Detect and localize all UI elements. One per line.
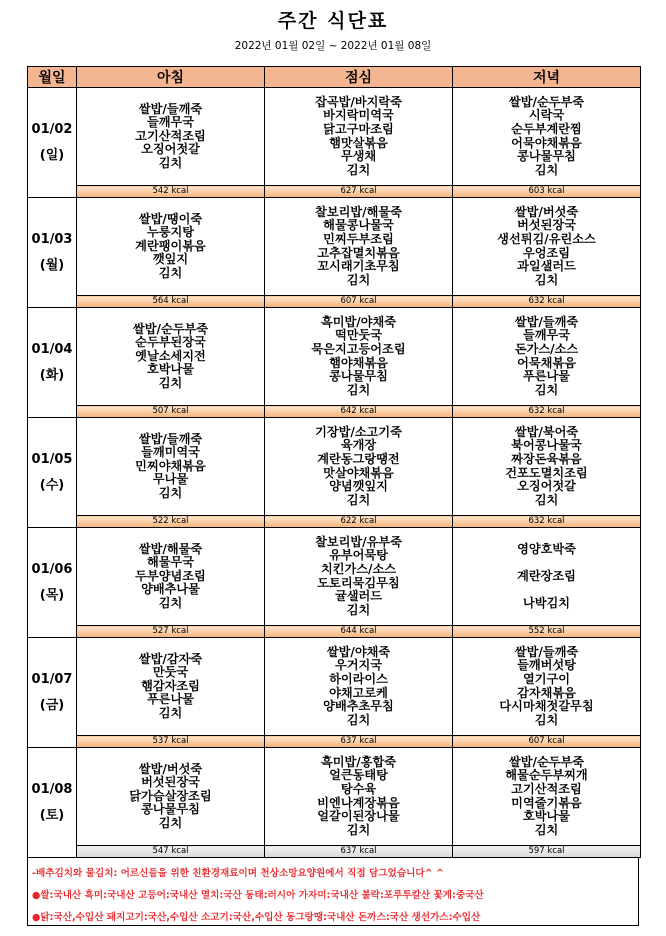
menu-item: 쌀밥/순두부죽 <box>132 321 209 336</box>
menu-item: 김치 <box>346 162 371 177</box>
page-title: 주간 식단표 <box>277 10 389 32</box>
menu-item: 나박김치 <box>522 595 571 610</box>
kcal-row <box>28 736 641 748</box>
breakfast-kcal: 507 kcal <box>77 406 265 418</box>
menu-item: 쌀밥/들깨죽 <box>514 314 579 329</box>
menu-item: 오징어젓갈 <box>517 479 576 494</box>
menu-item: 푸른나물 <box>522 369 571 384</box>
menu-item: 민찌두부조림 <box>323 231 394 246</box>
header-day: 월일 <box>28 67 77 88</box>
menu-item: 김치 <box>158 815 183 830</box>
day-row <box>28 748 641 846</box>
day-date: 01/07 <box>31 671 73 687</box>
breakfast-kcal: 542 kcal <box>77 186 265 198</box>
lunch-kcal: 637 kcal <box>265 846 453 858</box>
breakfast-cell <box>77 198 265 296</box>
header-dinner: 저녁 <box>453 67 641 88</box>
menu-item: 생선튀김/유린소스 <box>497 231 596 246</box>
menu-item: 김치 <box>534 382 559 397</box>
day-cell <box>28 638 77 748</box>
dinner-cell <box>453 638 641 736</box>
menu-item: 무나물 <box>152 472 189 487</box>
dinner-kcal: 603 kcal <box>453 186 641 198</box>
menu-item: 양배추초무침 <box>323 699 394 714</box>
menu-item: 귤샐러드 <box>334 589 383 604</box>
lunch-kcal: 644 kcal <box>265 626 453 638</box>
menu-item: 우거지국 <box>334 658 383 673</box>
breakfast-kcal: 527 kcal <box>77 626 265 638</box>
menu-item: 호박나물 <box>146 362 195 377</box>
menu-item: 쌀밥/버섯죽 <box>514 204 579 219</box>
dinner-cell <box>453 308 641 406</box>
menu-item: 유부어묵탕 <box>329 548 388 563</box>
breakfast-kcal: 522 kcal <box>77 516 265 528</box>
menu-item: 영양호박죽 <box>517 541 576 556</box>
menu-item: 바지락미역국 <box>323 108 394 123</box>
day-weekday: (수) <box>39 477 65 493</box>
menu-item: 버섯된장국 <box>517 218 576 233</box>
menu-item: 무생채 <box>340 149 377 164</box>
menu-item: 김치 <box>346 272 371 287</box>
menu-item: 김치 <box>158 265 183 280</box>
menu-item: 얼큰동태탕 <box>329 768 388 783</box>
menu-item: 닭가슴살장조림 <box>129 788 212 803</box>
menu-item: 만둣국 <box>152 665 189 680</box>
menu-item: 짜장돈육볶음 <box>511 451 582 466</box>
breakfast-cell <box>77 638 265 736</box>
menu-item: 콩나물무침 <box>141 802 200 817</box>
lunch-cell <box>265 528 453 626</box>
menu-item: 두부양념조림 <box>135 568 206 583</box>
day-row <box>28 198 641 296</box>
breakfast-kcal: 564 kcal <box>77 296 265 308</box>
breakfast-cell <box>77 748 265 846</box>
lunch-cell <box>265 748 453 846</box>
dinner-kcal: 607 kcal <box>453 736 641 748</box>
menu-item: 순두부계란찜 <box>511 121 582 136</box>
day-date: 01/08 <box>31 781 73 797</box>
menu-item: 김치 <box>534 492 559 507</box>
notes-box <box>27 858 639 926</box>
note-origin-seafood: ●쌀:국내산 흑미:국내산 고등어:국내산 멸치:국산 동태:러시아 가자미:국내산 불락:포루투칼산 꽃게:중국산 <box>32 890 484 901</box>
day-cell <box>28 418 77 528</box>
menu-item: 민찌야채볶음 <box>135 458 206 473</box>
menu-item: 김치 <box>158 375 183 390</box>
menu-item: 옛날소세지전 <box>135 348 206 363</box>
menu-item: 김치 <box>158 705 183 720</box>
menu-item: 얼갈이된장나물 <box>317 809 400 824</box>
menu-item: 어묵야채볶음 <box>511 135 582 150</box>
kcal-row <box>28 406 641 418</box>
menu-body <box>28 88 641 858</box>
day-row <box>28 308 641 406</box>
lunch-kcal: 642 kcal <box>265 406 453 418</box>
menu-item: 기장밥/소고기죽 <box>315 424 402 439</box>
kcal-row <box>28 186 641 198</box>
menu-item: 오징어젓갈 <box>141 142 200 157</box>
menu-item: 김치 <box>158 485 183 500</box>
day-cell <box>28 748 77 858</box>
menu-item: 들깨미역국 <box>141 445 200 460</box>
menu-item: 과일샐러드 <box>517 259 576 274</box>
date-range: 2022년 01월 02일 ~ 2022년 01월 08일 <box>234 40 432 52</box>
menu-item: 들깨무국 <box>522 328 571 343</box>
day-weekday: (화) <box>39 367 65 383</box>
kcal-row <box>28 626 641 638</box>
menu-item: 시락국 <box>528 108 565 123</box>
menu-item: 고기산적조림 <box>511 781 582 796</box>
menu-item: 떡만둣국 <box>334 328 383 343</box>
menu-item: 김치 <box>346 822 371 837</box>
menu-item: 푸른나물 <box>146 692 195 707</box>
menu-item: 고기산적조림 <box>135 128 206 143</box>
menu-item: 묵은지고등어조림 <box>311 341 406 356</box>
menu-item: 양배추나물 <box>141 582 200 597</box>
menu-item: 호박나물 <box>522 809 571 824</box>
menu-item: 돈가스/소스 <box>514 341 579 356</box>
menu-item: 우엉조림 <box>522 245 571 260</box>
menu-item: 하이라이스 <box>329 671 388 686</box>
day-date: 01/03 <box>31 231 73 247</box>
table-header-row <box>28 67 641 88</box>
lunch-cell <box>265 638 453 736</box>
menu-item: 잡곡밥/바지락죽 <box>315 94 402 109</box>
menu-item: 육개장 <box>340 438 377 453</box>
day-weekday: (금) <box>39 697 65 713</box>
menu-item: 양념깻잎지 <box>329 479 388 494</box>
day-row <box>28 418 641 516</box>
menu-item: 꼬시래기초무침 <box>317 259 400 274</box>
menu-item: 햄맛살볶음 <box>329 135 388 150</box>
day-date: 01/06 <box>31 561 73 577</box>
menu-item: 흑미밥/홍합죽 <box>320 754 397 769</box>
day-weekday: (목) <box>39 587 65 603</box>
weekly-menu-table <box>27 66 641 858</box>
breakfast-kcal: 537 kcal <box>77 736 265 748</box>
dinner-cell <box>453 88 641 186</box>
menu-item: 맛살야채볶음 <box>323 465 394 480</box>
menu-item: 고추잡멸치볶음 <box>317 245 400 260</box>
menu-item: 다시마채젓갈무침 <box>499 699 594 714</box>
header-lunch: 점심 <box>265 67 453 88</box>
lunch-cell <box>265 418 453 516</box>
menu-item: 찰보리밥/해물죽 <box>315 204 402 219</box>
menu-item: 해물순두부찌개 <box>505 768 588 783</box>
menu-item: 감자채볶음 <box>517 685 576 700</box>
menu-item: 흑미밥/야채죽 <box>320 314 397 329</box>
note-kimchi: -배추김치와 물김치: 어르신들을 위한 친환경재료이며 천상소망요양원에서 직접 담그었습니다^ ^ <box>32 868 445 879</box>
breakfast-cell <box>77 418 265 516</box>
menu-item: 쌀밥/야채죽 <box>326 644 391 659</box>
breakfast-cell <box>77 528 265 626</box>
menu-item: 깻잎지 <box>152 252 189 267</box>
menu-item: 햄야채볶음 <box>329 355 388 370</box>
menu-item: 김치 <box>534 272 559 287</box>
menu-item: 계란동그랑땡전 <box>317 451 400 466</box>
menu-item: 쌀밥/버섯죽 <box>138 761 203 776</box>
dinner-kcal: 632 kcal <box>453 296 641 308</box>
menu-item: 해물무국 <box>146 555 195 570</box>
menu-item: 도토리묵김무침 <box>317 575 400 590</box>
dinner-kcal: 632 kcal <box>453 406 641 418</box>
menu-item: 쌀밥/해물죽 <box>138 541 203 556</box>
menu-item: 김치 <box>346 382 371 397</box>
lunch-cell <box>265 88 453 186</box>
menu-item: 콩나물무침 <box>329 369 388 384</box>
menu-item <box>453 583 640 597</box>
dinner-cell <box>453 198 641 296</box>
menu-item: 북어콩나물국 <box>511 438 582 453</box>
menu-item <box>453 556 640 570</box>
menu-item: 쌀밥/감자죽 <box>138 651 203 666</box>
menu-item: 순두부된장국 <box>135 335 206 350</box>
menu-item: 김치 <box>158 155 183 170</box>
lunch-kcal: 607 kcal <box>265 296 453 308</box>
day-cell <box>28 528 77 638</box>
menu-item: 미역줄기볶음 <box>511 795 582 810</box>
menu-item: 비엔나계장볶음 <box>317 795 400 810</box>
dinner-kcal: 597 kcal <box>453 846 641 858</box>
menu-item: 건포도멸치조림 <box>505 465 588 480</box>
menu-item: 쌀밥/순두부죽 <box>508 94 585 109</box>
menu-item: 김치 <box>346 492 371 507</box>
menu-item: 쌀밥/순두부죽 <box>508 754 585 769</box>
menu-item: 쌀밥/들깨죽 <box>138 101 203 116</box>
kcal-row <box>28 846 641 858</box>
dinner-cell <box>453 528 641 626</box>
menu-item: 야채고로케 <box>329 685 388 700</box>
menu-item: 들깨무국 <box>146 115 195 130</box>
menu-item: 계란팽이볶음 <box>135 238 206 253</box>
menu-item: 쌀밥/들깨죽 <box>514 644 579 659</box>
day-date: 01/02 <box>31 121 73 137</box>
breakfast-kcal: 547 kcal <box>77 846 265 858</box>
dinner-kcal: 552 kcal <box>453 626 641 638</box>
menu-item: 어묵채볶음 <box>517 355 576 370</box>
day-row <box>28 88 641 186</box>
breakfast-cell <box>77 88 265 186</box>
kcal-row <box>28 296 641 308</box>
menu-item: 김치 <box>346 712 371 727</box>
menu-item: 김치 <box>158 595 183 610</box>
day-date: 01/04 <box>31 341 73 357</box>
menu-item: 치킨가스/소스 <box>320 561 397 576</box>
menu-item: 누룽지탕 <box>146 225 195 240</box>
menu-item: 김치 <box>534 822 559 837</box>
menu-item: 열기구이 <box>522 671 571 686</box>
day-weekday: (일) <box>39 147 65 163</box>
menu-item: 콩나물무침 <box>517 149 576 164</box>
menu-item: 쌀밥/땡이죽 <box>138 211 203 226</box>
day-row <box>28 638 641 736</box>
menu-item: 계란장조림 <box>517 568 576 583</box>
menu-item: 김치 <box>346 602 371 617</box>
menu-item: 버섯된장국 <box>141 775 200 790</box>
breakfast-cell <box>77 308 265 406</box>
kcal-row <box>28 516 641 528</box>
menu-item: 해물콩나물국 <box>323 218 394 233</box>
dinner-cell <box>453 418 641 516</box>
menu-item: 김치 <box>534 712 559 727</box>
day-weekday: (토) <box>39 807 65 823</box>
dinner-cell <box>453 748 641 846</box>
day-row <box>28 528 641 626</box>
note-origin-meat: ●닭:국산,수입산 돼지고기:국산,수입산 소고기:국산,수입산 동그랑땡:국내산 돈까스:국산 생선가스:수입산 <box>32 912 481 923</box>
menu-item: 닭고구마조림 <box>323 121 394 136</box>
menu-item: 들깨버섯탕 <box>517 658 576 673</box>
lunch-cell <box>265 198 453 296</box>
lunch-kcal: 627 kcal <box>265 186 453 198</box>
menu-item: 찰보리밥/유부죽 <box>315 534 402 549</box>
menu-item: 햄감자조림 <box>141 678 200 693</box>
day-weekday: (월) <box>39 257 65 273</box>
menu-item: 쌀밥/들깨죽 <box>138 431 203 446</box>
dinner-kcal: 632 kcal <box>453 516 641 528</box>
menu-item: 김치 <box>534 162 559 177</box>
day-cell <box>28 88 77 198</box>
day-cell <box>28 308 77 418</box>
lunch-kcal: 622 kcal <box>265 516 453 528</box>
lunch-kcal: 637 kcal <box>265 736 453 748</box>
day-date: 01/05 <box>31 451 73 467</box>
day-cell <box>28 198 77 308</box>
menu-item: 탕수육 <box>340 781 377 796</box>
header-breakfast: 아침 <box>77 67 265 88</box>
menu-item: 쌀밥/북어죽 <box>514 424 579 439</box>
lunch-cell <box>265 308 453 406</box>
